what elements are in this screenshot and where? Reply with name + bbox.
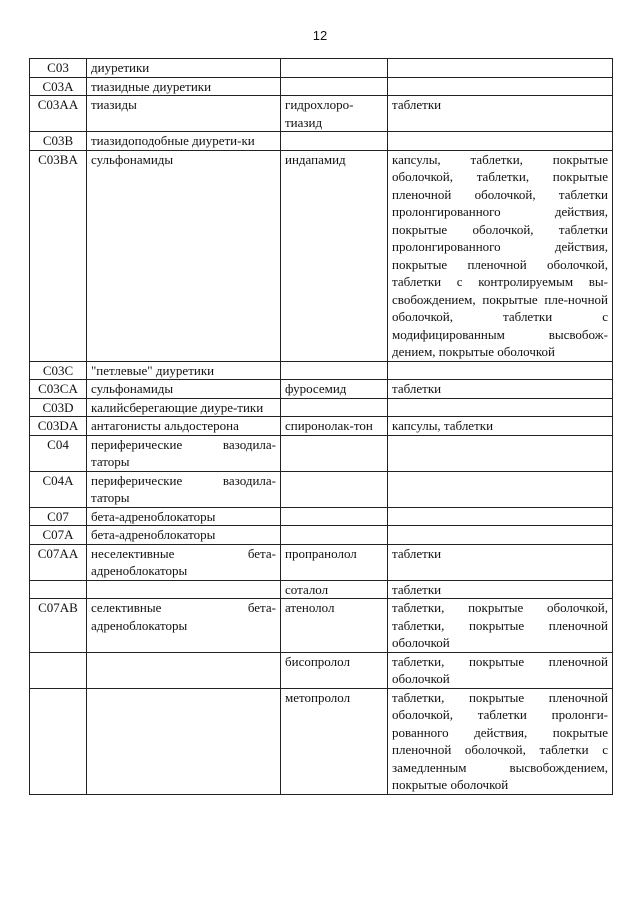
table-row: [30, 652, 613, 688]
code-cell: C04A: [30, 471, 87, 507]
table-row: [30, 398, 613, 417]
drug-cell: [281, 471, 388, 507]
code-cell: C03D: [30, 398, 87, 417]
table-row: [30, 599, 613, 653]
drug-cell: [281, 526, 388, 545]
group-cell: сульфонамиды: [87, 380, 281, 399]
drug-cell: [281, 435, 388, 471]
table-row: [30, 132, 613, 151]
group-cell: селективные бета-адреноблокаторы: [87, 599, 281, 653]
table-row: [30, 688, 613, 794]
drug-cell: [281, 132, 388, 151]
drug-table: [29, 58, 613, 795]
form-cell: капсулы, таблетки: [388, 417, 613, 436]
table-row: [30, 580, 613, 599]
table-row: [30, 544, 613, 580]
form-cell: таблетки, покрытые пленочной оболочкой, таблетки пролонги-рованного действия, покрытые пленочной оболочкой, таблетки с замедленным высвобождением, покрытые оболочкой: [388, 688, 613, 794]
code-cell: C03CA: [30, 380, 87, 399]
group-cell: [87, 652, 281, 688]
group-cell: "петлевые" диуретики: [87, 361, 281, 380]
drug-cell: метопролол: [281, 688, 388, 794]
drug-cell: пропранолол: [281, 544, 388, 580]
drug-cell: [281, 59, 388, 78]
group-cell: калийсберегающие диуре-тики: [87, 398, 281, 417]
code-cell: [30, 580, 87, 599]
drug-cell: [281, 361, 388, 380]
group-cell: [87, 688, 281, 794]
group-cell: периферические вазодила-таторы: [87, 435, 281, 471]
code-cell: C07AB: [30, 599, 87, 653]
form-cell: таблетки: [388, 380, 613, 399]
table-row: [30, 150, 613, 361]
group-cell: бета-адреноблокаторы: [87, 526, 281, 545]
group-cell: антагонисты альдостерона: [87, 417, 281, 436]
drug-cell: бисопролол: [281, 652, 388, 688]
group-cell: тиазиды: [87, 96, 281, 132]
table-row: [30, 435, 613, 471]
table-row: [30, 471, 613, 507]
table-row: [30, 380, 613, 399]
form-cell: таблетки: [388, 96, 613, 132]
code-cell: C03AA: [30, 96, 87, 132]
form-cell: [388, 132, 613, 151]
group-cell: сульфонамиды: [87, 150, 281, 361]
form-cell: [388, 471, 613, 507]
drug-cell: гидрохлоро-тиазид: [281, 96, 388, 132]
code-cell: C07: [30, 507, 87, 526]
drug-cell: [281, 507, 388, 526]
form-cell: [388, 59, 613, 78]
code-cell: C03: [30, 59, 87, 78]
code-cell: C03A: [30, 77, 87, 96]
code-cell: C03C: [30, 361, 87, 380]
form-cell: [388, 77, 613, 96]
group-cell: [87, 580, 281, 599]
drug-cell: индапамид: [281, 150, 388, 361]
form-cell: таблетки: [388, 580, 613, 599]
form-cell: [388, 435, 613, 471]
form-cell: таблетки: [388, 544, 613, 580]
table-row: [30, 417, 613, 436]
form-cell: таблетки, покрытые пленочной оболочкой: [388, 652, 613, 688]
code-cell: C03DA: [30, 417, 87, 436]
form-cell: таблетки, покрытые оболочкой, таблетки, покрытые пленочной оболочкой: [388, 599, 613, 653]
page-number: 12: [312, 28, 328, 43]
drug-cell: [281, 77, 388, 96]
code-cell: C03BA: [30, 150, 87, 361]
table-row: [30, 361, 613, 380]
code-cell: [30, 688, 87, 794]
drug-cell: соталол: [281, 580, 388, 599]
group-cell: тиазидные диуретики: [87, 77, 281, 96]
group-cell: диуретики: [87, 59, 281, 78]
table-row: [30, 59, 613, 78]
form-cell: капсулы, таблетки, покрытые оболочкой, таблетки, покрытые пленочной оболочкой, таблетки пролонгированного действия, покрытые оболочкой, таблетки пролонгированного действия, покрытые пленочной оболочкой, таблетки с контролируемым вы-свобождением, покрытые пле-ночной оболочкой, таблетки с модифицированным высвобож-дением, покрытые оболочкой: [388, 150, 613, 361]
form-cell: [388, 398, 613, 417]
code-cell: C07A: [30, 526, 87, 545]
form-cell: [388, 361, 613, 380]
code-cell: C03B: [30, 132, 87, 151]
group-cell: неселективные бета-адреноблокаторы: [87, 544, 281, 580]
form-cell: [388, 507, 613, 526]
code-cell: C07AA: [30, 544, 87, 580]
table-row: [30, 96, 613, 132]
drug-cell: спиронолак-тон: [281, 417, 388, 436]
code-cell: C04: [30, 435, 87, 471]
drug-cell: атенолол: [281, 599, 388, 653]
form-cell: [388, 526, 613, 545]
table-row: [30, 526, 613, 545]
group-cell: бета-адреноблокаторы: [87, 507, 281, 526]
group-cell: тиазидоподобные диурети-ки: [87, 132, 281, 151]
code-cell: [30, 652, 87, 688]
table-row: [30, 507, 613, 526]
group-cell: периферические вазодила-таторы: [87, 471, 281, 507]
drug-cell: [281, 398, 388, 417]
table-row: [30, 77, 613, 96]
drug-cell: фуросемид: [281, 380, 388, 399]
